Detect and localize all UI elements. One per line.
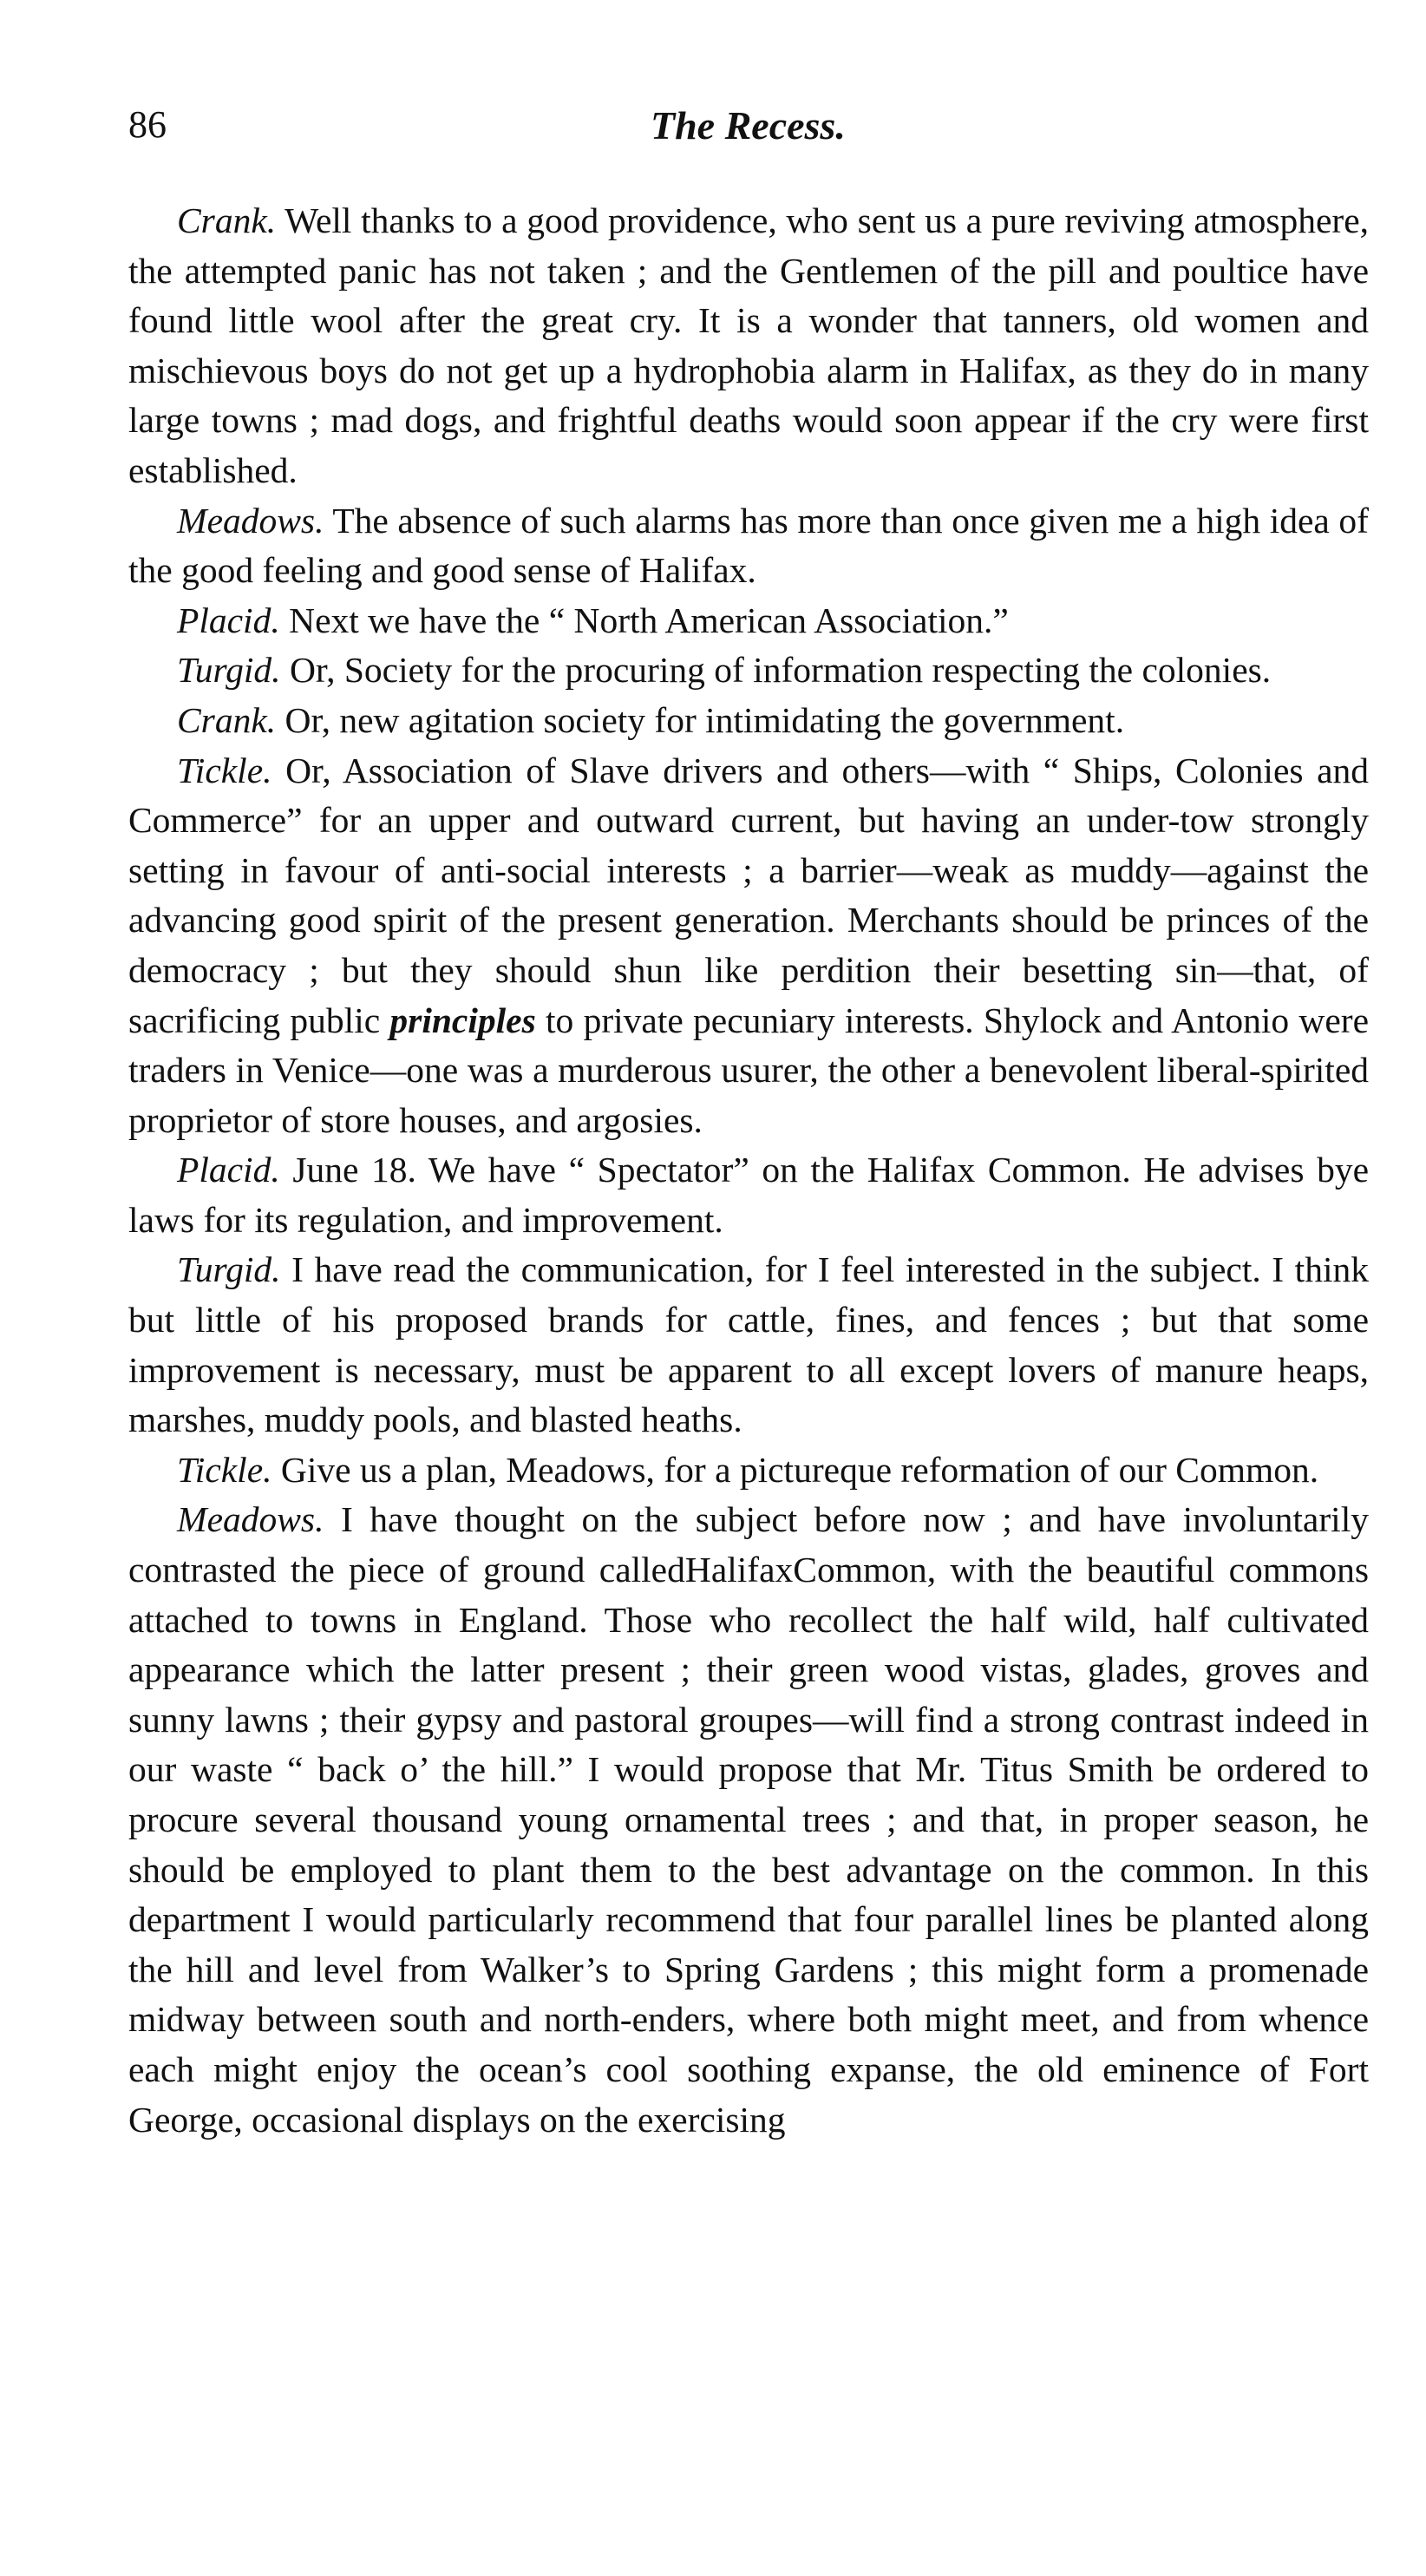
speaker-name: Meadows. <box>177 1499 324 1540</box>
paragraph-tickle-2 <box>128 1445 1369 1496</box>
page-body <box>128 196 1369 2145</box>
paragraph-tickle-1 <box>128 746 1369 1146</box>
paragraph-meadows-2 <box>128 1495 1369 2145</box>
paragraph-text: I have read the communication, for I feel interested in the subject. I think but little of his proposed brands for cattle, fines, and fences ; but that some improvement is necessary, must be apparent to all except lovers of manure heaps, marshes, muddy pools, and blasted heaths. <box>128 1249 1369 1440</box>
page-header <box>128 102 1426 154</box>
paragraph-text: The absence of such alarms has more than once given me a high idea of the good feeling and good sense of Halifax. <box>128 500 1369 591</box>
paragraph-text: Well thanks to a good providence, who sent us a pure reviving atmosphere, the attempted panic has not taken ; and the Gentlemen of the pill and poultice have found little wool after the great cry. It is a wonder that tanners, old women and mischievous boys do not get up a hydrophobia alarm in Halifax, as they do in many large towns ; mad dogs, and frightful deaths would soon appear if the cry were first established. <box>128 200 1369 490</box>
speaker-name: Placid. <box>177 1150 280 1190</box>
paragraph-text: to private pecuniary interests. Shylock and Antonio were traders in Venice—one was a murderous usurer, the other a benevolent liberal-spirited proprietor of store houses, and argosies. <box>128 1000 1370 1140</box>
speaker-name: Tickle. <box>177 750 272 790</box>
speaker-name: Tickle. <box>177 1449 272 1490</box>
paragraph-placid-2 <box>128 1145 1369 1245</box>
paragraph-text: June 18. We have “ Spectator” on the Halifax Common. He advises bye laws for its regulation, and improvement. <box>128 1150 1370 1240</box>
paragraph-text: Next we have the “ North American Association.” <box>289 600 1009 640</box>
speaker-name: Crank. <box>177 200 277 240</box>
paragraph-turgid-1 <box>128 646 1369 696</box>
paragraph-crank-1 <box>128 196 1369 496</box>
speaker-name: Crank. <box>177 699 277 740</box>
paragraph-text: Or, Society for the procuring of information respecting the colonies. <box>289 650 1272 691</box>
paragraph-text: Give us a plan, Meadows, for a pictureque reformation of our Common. <box>280 1449 1319 1490</box>
speaker-name: Turgid. <box>177 650 281 691</box>
paragraph-turgid-2 <box>128 1245 1369 1445</box>
paragraph-text: Or, Association of Slave drivers and others—with “ Ships, Colonies and Commerce” for an upper and outward current, but having an under-tow strongly setting in favour of anti-social interests ; a barrier—weak as muddy—against the advancing good spirit of the present generation. Merchants should be princes of the democracy ; but they should shun like perdition their besetting sin—that, of sacrificing public <box>128 750 1369 1040</box>
speaker-name: Meadows. <box>177 500 324 541</box>
running-title: The Recess. <box>651 103 846 147</box>
page-number: 86 <box>128 103 167 146</box>
paragraph-text: Or, new agitation society for intimidating the government. <box>285 699 1125 740</box>
paragraph-text: I have thought on the subject before now ; and have involuntarily contrasted the piece of ground calledHalifaxCommon, with the beautiful commons attached to towns in England. Those who recollect the half wild, half cultivated appearance which the latter present ; their green wood vistas, glades, groves and sunny lawns ; their gypsy and pastoral groupes—will find a strong contrast indeed in our waste “ back o’ the hill.” I would propose that Mr. Titus Smith be ordered to procure several thousand young ornamental trees ; and that, in proper season, he should be employed to plant them to the best advantage on the common. In this department I would particularly recommend that four parallel lines be planted along the hill and level from Walker’s to Spring Gardens ; this might form a promenade midway between south and north-enders, where both might meet, and from whence each might enjoy the ocean’s cool soothing expanse, the old eminence of Fort George, occasional displays on the exercising <box>128 1499 1369 2140</box>
emphasized-word: principles <box>389 1000 536 1040</box>
paragraph-crank-2 <box>128 696 1369 746</box>
paragraph-meadows-1 <box>128 496 1369 596</box>
paragraph-placid-1 <box>128 596 1369 646</box>
speaker-name: Placid. <box>177 600 280 640</box>
speaker-name: Turgid. <box>177 1249 281 1290</box>
